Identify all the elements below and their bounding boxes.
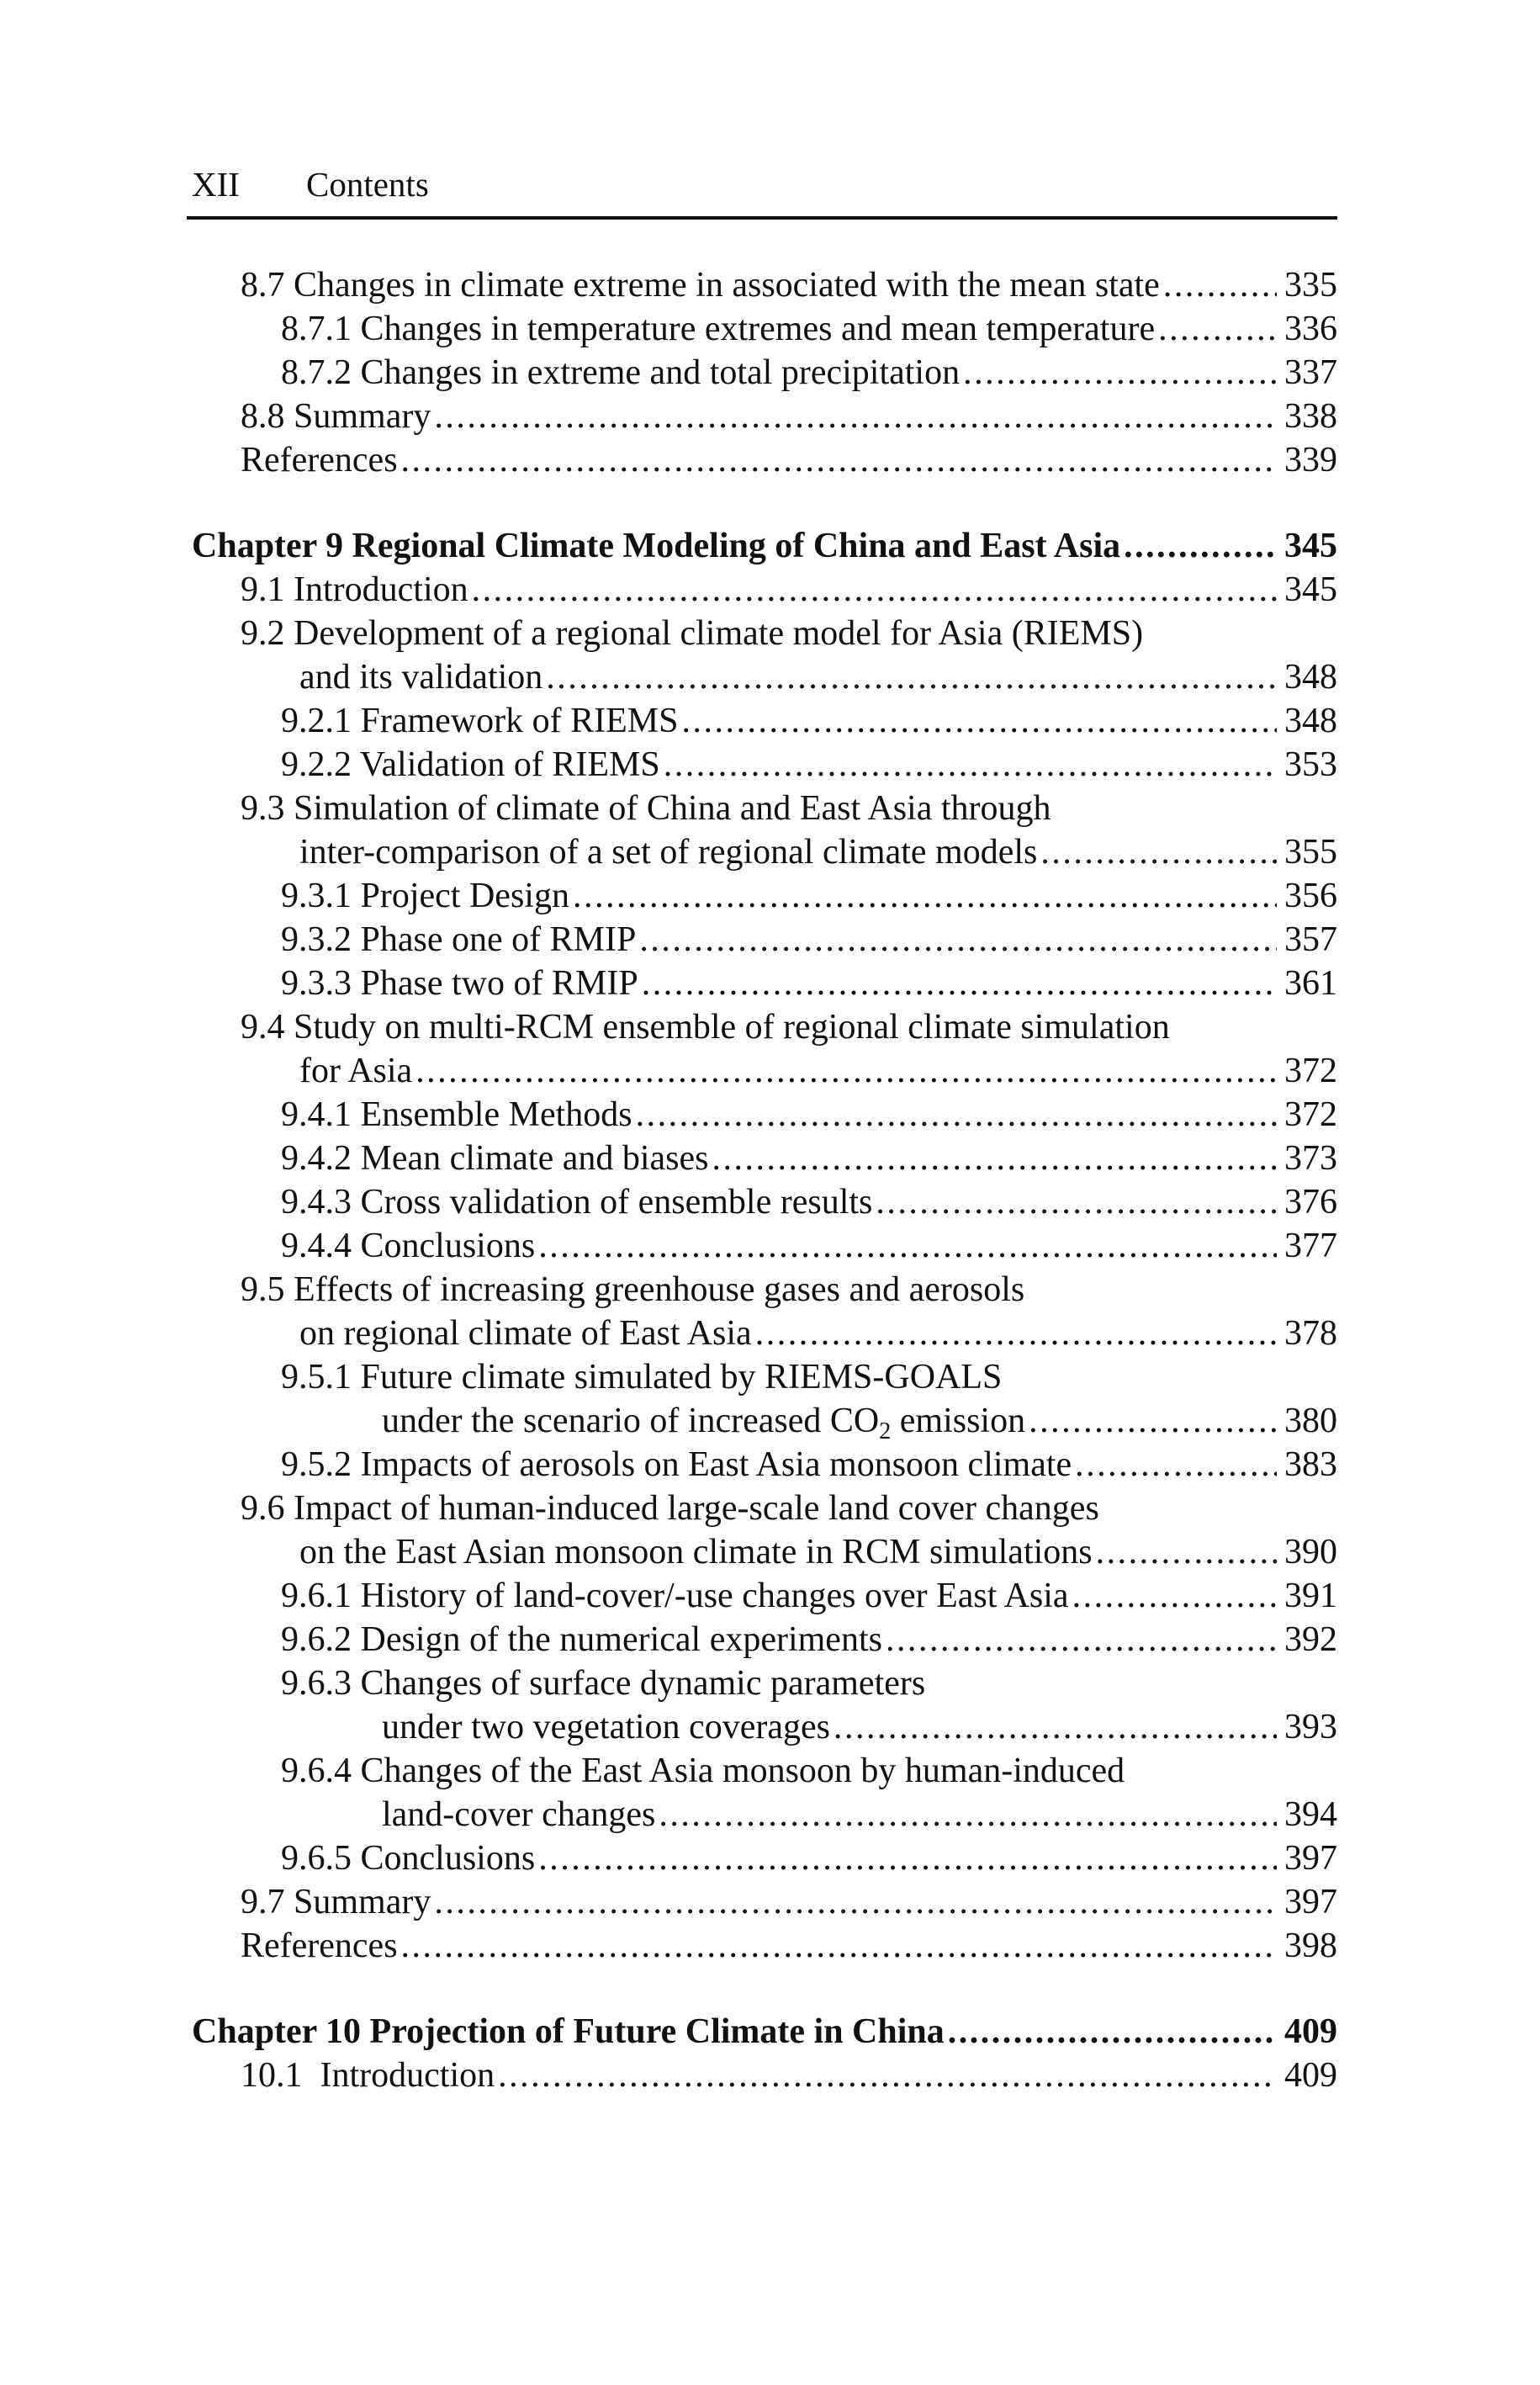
toc-page-number: 373 xyxy=(1284,1139,1337,1178)
toc-entry-title: 8.8 Summary xyxy=(241,397,431,436)
toc-page-number: 393 xyxy=(1284,1708,1337,1746)
toc-page-number: 390 xyxy=(1284,1533,1337,1571)
toc-entry-9-5-line2[interactable] xyxy=(299,1312,1337,1354)
subscript: 2 xyxy=(879,1418,892,1442)
dot-leader xyxy=(632,1094,1277,1136)
toc-entry-title: 10.1 Introduction xyxy=(241,2056,495,2095)
title-part: emission xyxy=(891,1402,1026,1440)
dot-leader xyxy=(752,1312,1277,1354)
dot-leader xyxy=(1120,525,1277,567)
toc-entry-references-ch9[interactable] xyxy=(241,1925,1337,1967)
toc-entry-9-3-2[interactable] xyxy=(281,919,1337,961)
dot-leader xyxy=(655,1794,1277,1836)
toc-page-number: 345 xyxy=(1284,527,1337,565)
toc-entry-title: 9.2.2 Validation of RIEMS xyxy=(281,745,660,784)
toc-entry-9-5-line1[interactable]: 9.5 Effects of increasing greenhouse gases and aerosols xyxy=(241,1270,1025,1309)
toc-chapter-10[interactable] xyxy=(192,2011,1337,2053)
toc-entry-title: 9.7 Summary xyxy=(241,1883,431,1921)
toc-chapter-title: Chapter 10 Projection of Future Climate in China xyxy=(192,2012,945,2051)
toc-entry-9-4-4[interactable] xyxy=(281,1225,1337,1267)
toc-page-number: 356 xyxy=(1284,877,1337,915)
toc-entry-9-4-2[interactable] xyxy=(281,1137,1337,1179)
dot-leader xyxy=(1093,1531,1277,1573)
dot-leader xyxy=(1072,1444,1277,1486)
toc-chapter-title: Chapter 9 Regional Climate Modeling of China and East Asia xyxy=(192,527,1121,565)
toc-entry-title: inter-comparison of a set of regional climate models xyxy=(299,833,1038,872)
toc-entry-9-5-1-line1[interactable]: 9.5.1 Future climate simulated by RIEMS-GOALS xyxy=(281,1358,1003,1397)
toc-page-number: 372 xyxy=(1284,1052,1337,1090)
dot-leader xyxy=(468,569,1277,611)
toc-entry-title: 9.4.3 Cross validation of ensemble results xyxy=(281,1183,873,1222)
dot-leader xyxy=(1160,264,1277,306)
dot-leader xyxy=(636,919,1277,961)
toc-entry-10-1[interactable] xyxy=(241,2054,1337,2096)
toc-page-number: 337 xyxy=(1284,353,1337,392)
toc-entry-title: 9.4.1 Ensemble Methods xyxy=(281,1095,632,1134)
toc-entry-title: 9.5.2 Impacts of aerosols on East Asia monsoon climate xyxy=(281,1445,1072,1484)
toc-page-number: 353 xyxy=(1284,745,1337,784)
dot-leader xyxy=(569,875,1277,917)
toc-entry-9-6-1[interactable] xyxy=(281,1575,1337,1617)
toc-page-number: 372 xyxy=(1284,1095,1337,1134)
toc-entry-title: on the East Asian monsoon climate in RCM simulations xyxy=(299,1533,1093,1571)
toc-entry-9-2-line1[interactable]: 9.2 Development of a regional climate model for Asia (RIEMS) xyxy=(241,614,1144,653)
toc-entry-9-6-3-line2[interactable] xyxy=(382,1706,1337,1748)
toc-entry-title: for Asia xyxy=(299,1052,413,1090)
dot-leader xyxy=(1069,1575,1277,1617)
toc-entry-9-3-1[interactable] xyxy=(281,875,1337,917)
dot-leader xyxy=(638,962,1277,1004)
toc-page-number: 348 xyxy=(1284,658,1337,697)
toc-entry-8-8[interactable] xyxy=(241,395,1337,437)
toc-entry-9-2-line2[interactable] xyxy=(299,656,1337,698)
toc-entry-title: 9.3.2 Phase one of RMIP xyxy=(281,920,637,959)
toc-page-number: 409 xyxy=(1284,2012,1337,2051)
toc-entry-9-4-line2[interactable] xyxy=(299,1050,1337,1092)
toc-page-number: 361 xyxy=(1284,964,1337,1003)
toc-page-number: 336 xyxy=(1284,310,1337,348)
toc-entry-9-3-line2[interactable] xyxy=(299,831,1337,873)
dot-leader xyxy=(535,1837,1277,1879)
toc-entry-9-3-line1[interactable]: 9.3 Simulation of climate of China and East Asia through xyxy=(241,789,1051,828)
toc-entry-9-6-line1[interactable]: 9.6 Impact of human-induced large-scale land cover changes xyxy=(241,1489,1099,1528)
toc-page-number: 391 xyxy=(1284,1577,1337,1615)
dot-leader xyxy=(709,1137,1277,1179)
toc-entry-title: 9.2.1 Framework of RIEMS xyxy=(281,702,679,740)
toc-entry-title: and its validation xyxy=(299,658,543,697)
dot-leader xyxy=(535,1225,1277,1267)
toc-page-number: 378 xyxy=(1284,1314,1337,1353)
toc-page-number: 339 xyxy=(1284,441,1337,480)
toc-entry-9-5-1-line2[interactable] xyxy=(382,1400,1337,1442)
toc-page-number: 383 xyxy=(1284,1445,1337,1484)
toc-entry-9-4-3[interactable] xyxy=(281,1181,1337,1223)
toc-entry-title: 8.7 Changes in climate extreme in associated with the mean state xyxy=(241,266,1160,305)
toc-entry-title: 9.4.4 Conclusions xyxy=(281,1227,536,1265)
dot-leader xyxy=(960,352,1277,394)
toc-page-number: 409 xyxy=(1284,2056,1337,2095)
dot-leader xyxy=(872,1181,1277,1223)
toc-entry-9-4-line1[interactable]: 9.4 Study on multi-RCM ensemble of regional climate simulation xyxy=(241,1008,1170,1047)
toc-page-number: 397 xyxy=(1284,1839,1337,1878)
toc-page-number: 376 xyxy=(1284,1183,1337,1222)
toc-entry-title: 9.6.5 Conclusions xyxy=(281,1839,536,1878)
toc-entry-8-7[interactable] xyxy=(241,264,1337,306)
toc-page-number: 394 xyxy=(1284,1795,1337,1834)
toc-entry-9-6-4-line1[interactable]: 9.6.4 Changes of the East Asia monsoon by human-induced xyxy=(281,1752,1125,1790)
running-title: Contents xyxy=(306,165,429,204)
toc-entry-title: 9.3.1 Project Design xyxy=(281,877,569,915)
page-number: XII xyxy=(192,165,240,204)
toc-page-number: 392 xyxy=(1284,1620,1337,1659)
dot-leader xyxy=(398,1925,1277,1967)
dot-leader xyxy=(882,1619,1277,1661)
toc-entry-9-4-1[interactable] xyxy=(281,1094,1337,1136)
toc-page-number: 357 xyxy=(1284,920,1337,959)
toc-page-number: 345 xyxy=(1284,570,1337,609)
toc-entry-title: References xyxy=(241,441,398,480)
toc-entry-9-7[interactable] xyxy=(241,1881,1337,1923)
dot-leader xyxy=(412,1050,1277,1092)
toc-entry-title: 9.6.1 History of land-cover/-use changes over East Asia xyxy=(281,1577,1069,1615)
toc-page-number: 338 xyxy=(1284,397,1337,436)
toc-entry-title: 8.7.1 Changes in temperature extremes and mean temperature xyxy=(281,310,1156,348)
toc-entry-references-ch8[interactable] xyxy=(241,439,1337,481)
toc-entry-9-3-3[interactable] xyxy=(281,962,1337,1004)
toc-entry-9-2-1[interactable] xyxy=(281,700,1337,742)
dot-leader xyxy=(945,2011,1277,2053)
toc-entry-9-5-2[interactable] xyxy=(281,1444,1337,1486)
toc-entry-9-2-2[interactable] xyxy=(281,744,1337,786)
toc-page-number: 335 xyxy=(1284,266,1337,305)
toc-entry-title xyxy=(382,1400,1025,1442)
toc-chapter-9[interactable] xyxy=(192,525,1337,567)
toc-entry-9-6-5[interactable] xyxy=(281,1837,1337,1879)
toc-entry-title: 9.4.2 Mean climate and biases xyxy=(281,1139,709,1178)
toc-entry-title: 9.3.3 Phase two of RMIP xyxy=(281,964,638,1003)
toc-page-number: 397 xyxy=(1284,1883,1337,1921)
toc-page-number: 355 xyxy=(1284,833,1337,872)
toc-entry-title: on regional climate of East Asia xyxy=(299,1314,752,1353)
title-part: under the scenario of increased CO xyxy=(382,1402,880,1440)
toc-entry-title: References xyxy=(241,1927,398,1965)
dot-leader xyxy=(431,395,1277,437)
dot-leader xyxy=(1025,1400,1277,1442)
dot-leader xyxy=(830,1706,1277,1748)
toc-entry-title: 8.7.2 Changes in extreme and total precipitation xyxy=(281,353,961,392)
dot-leader xyxy=(431,1881,1277,1923)
toc-entry-title: land-cover changes xyxy=(382,1795,656,1834)
dot-leader xyxy=(660,744,1277,786)
toc-entry-9-6-3-line1[interactable]: 9.6.3 Changes of surface dynamic parameters xyxy=(281,1664,926,1703)
dot-leader xyxy=(542,656,1277,698)
toc-page-number: 377 xyxy=(1284,1227,1337,1265)
toc-page-number: 380 xyxy=(1284,1402,1337,1440)
toc-entry-9-6-2[interactable] xyxy=(281,1619,1337,1661)
toc-entry-title: 9.6.2 Design of the numerical experiments xyxy=(281,1620,882,1659)
toc-entry-title: under two vegetation coverages xyxy=(382,1708,830,1746)
dot-leader xyxy=(1037,831,1277,873)
toc-page-number: 398 xyxy=(1284,1927,1337,1965)
toc-entry-8-7-2[interactable] xyxy=(281,352,1337,394)
dot-leader xyxy=(398,439,1277,481)
toc-entry-title: 9.1 Introduction xyxy=(241,570,468,609)
dot-leader xyxy=(1155,308,1277,350)
toc-entry-9-6-4-line2[interactable] xyxy=(382,1794,1337,1836)
dot-leader xyxy=(495,2054,1277,2096)
toc-entry-9-1[interactable] xyxy=(241,569,1337,611)
toc-page-number: 348 xyxy=(1284,702,1337,740)
dot-leader xyxy=(678,700,1277,742)
toc-entry-9-6-line2[interactable] xyxy=(299,1531,1337,1573)
toc-entry-8-7-1[interactable] xyxy=(281,308,1337,350)
